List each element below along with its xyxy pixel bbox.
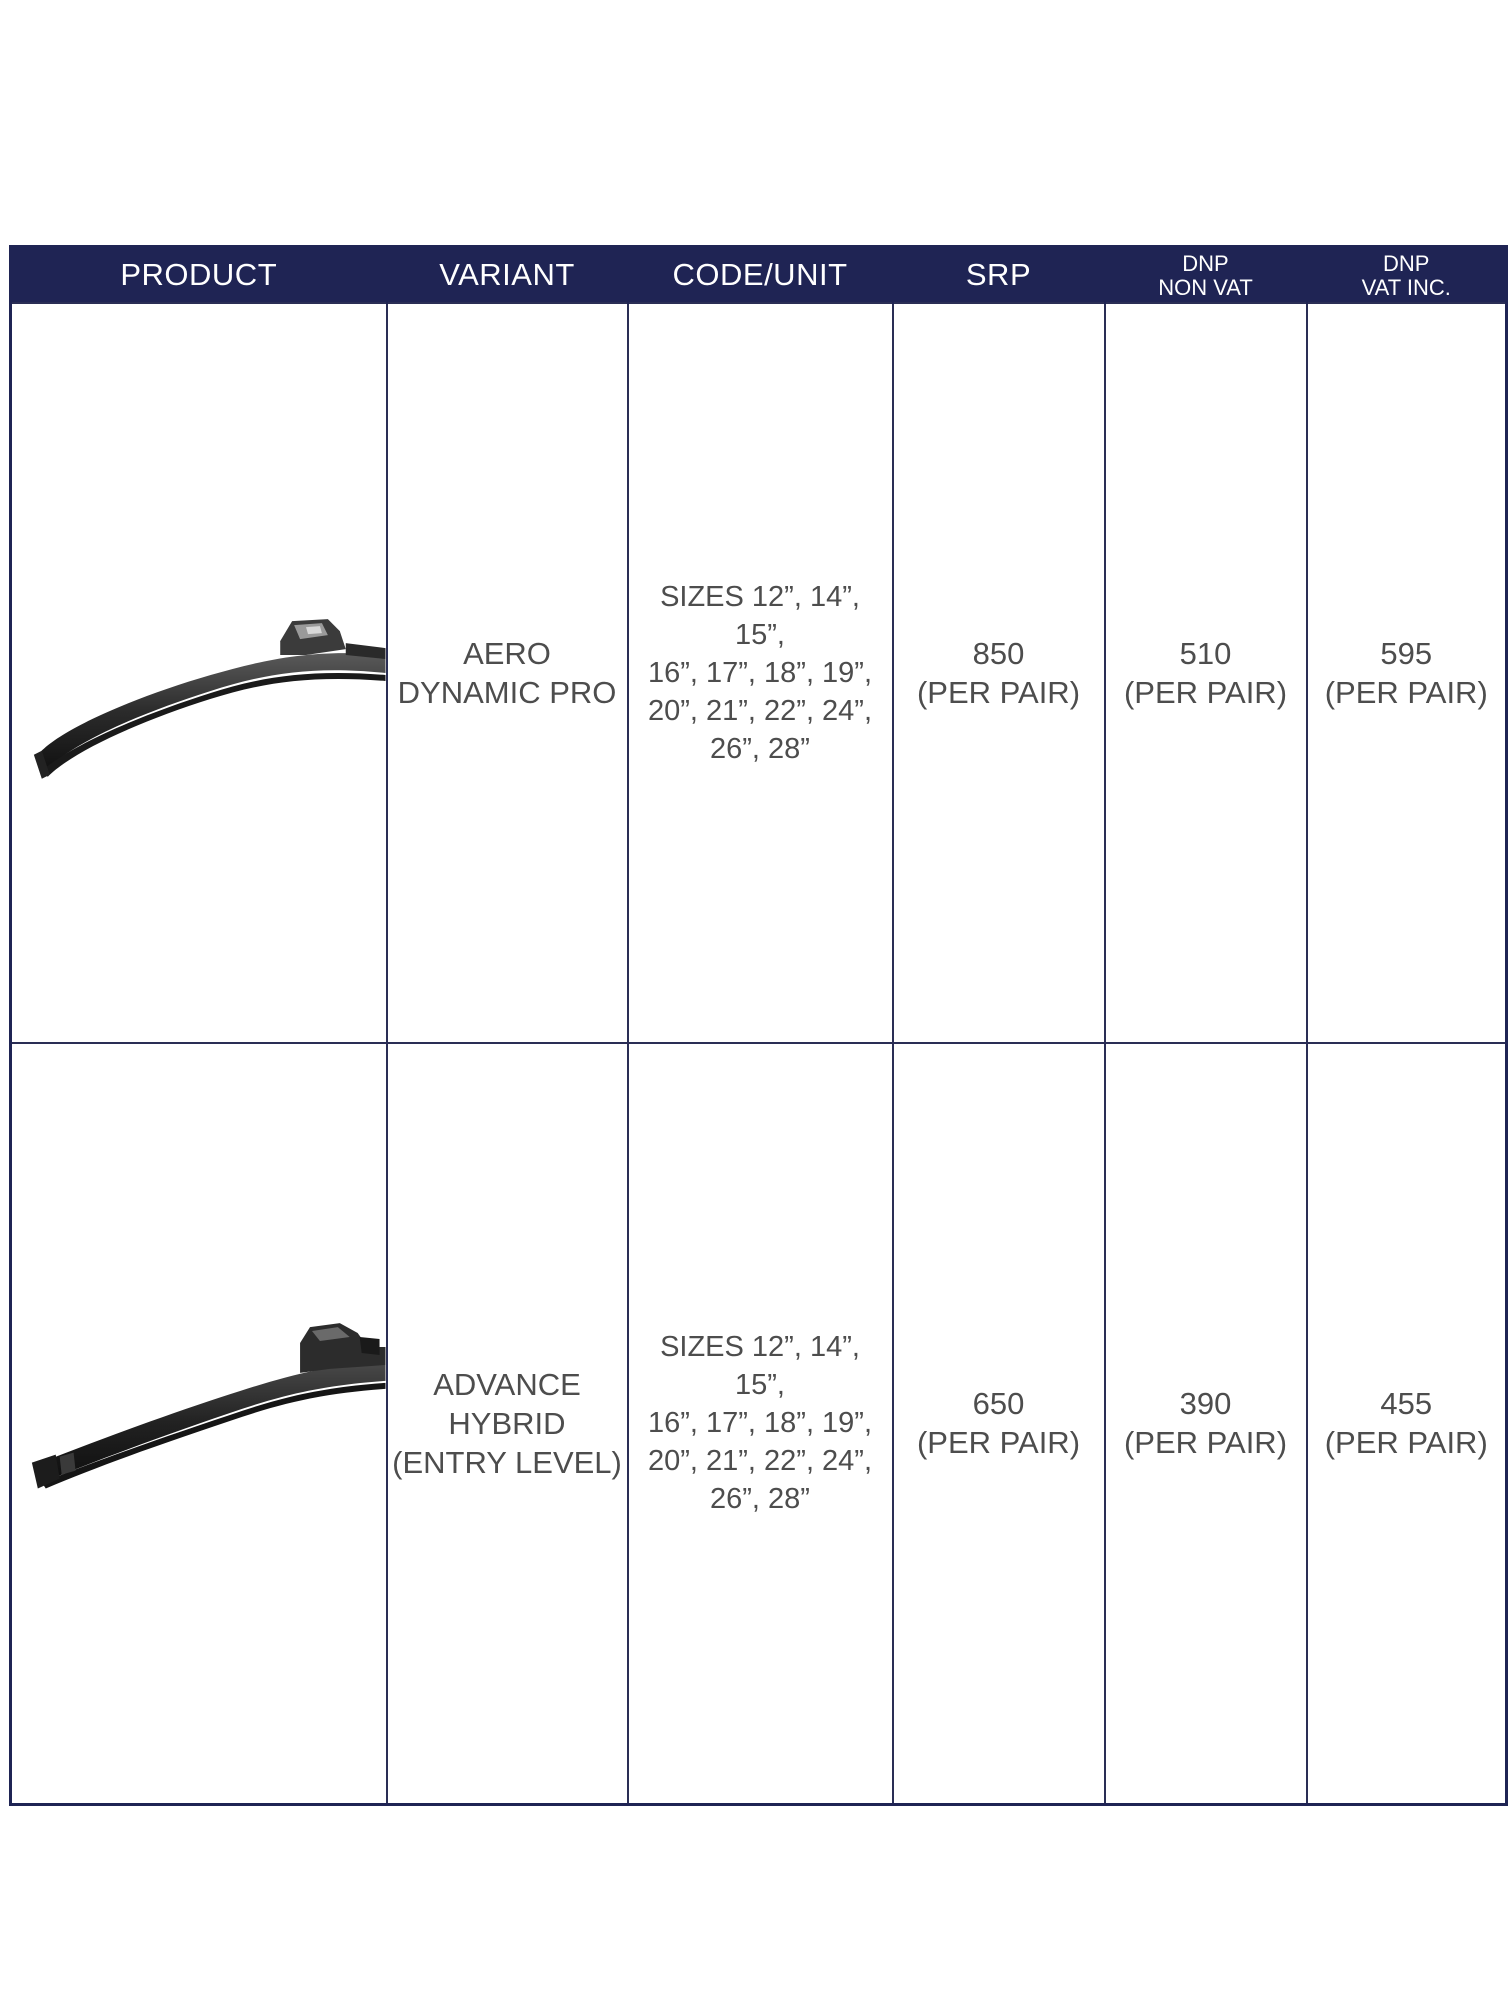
variant-cell [387, 1043, 628, 1805]
header-dnp-vat-line2: VAT INC. [1361, 274, 1451, 300]
dnp-non-vat-value: 510 [1179, 635, 1232, 671]
code-line: 26”, 28” [710, 1483, 810, 1516]
dnp-vat-cell [1307, 303, 1507, 1043]
srp-unit: (PER PAIR) [916, 674, 1081, 710]
header-dnp-vat-line1: DNP [1383, 250, 1430, 276]
dnp-vat-value: 455 [1380, 1386, 1433, 1422]
code-line: 16”, 17”, 18”, 19”, [647, 1407, 873, 1440]
code-line: 26”, 28” [710, 732, 810, 765]
code-unit-cell [628, 303, 893, 1043]
code-line: 20”, 21”, 22”, 24”, [647, 694, 873, 727]
code-line: SIZES 12”, 14”, 15”, [660, 580, 860, 651]
wiper-blade-aero-icon [12, 304, 386, 1042]
dnp-vat-value: 595 [1380, 635, 1433, 671]
dnp-non-vat-unit: (PER PAIR) [1123, 674, 1288, 710]
product-image-cell [11, 1043, 387, 1805]
variant-cell [387, 303, 628, 1043]
variant-line: ADVANCE [433, 1366, 581, 1402]
table-header [11, 247, 1507, 303]
variant-line: DYNAMIC PRO [397, 674, 617, 710]
srp-unit: (PER PAIR) [916, 1425, 1081, 1461]
dnp-non-vat-value: 390 [1179, 1386, 1232, 1422]
dnp-vat-unit: (PER PAIR) [1324, 674, 1488, 710]
table-row [11, 1043, 1507, 1805]
header-srp: SRP [893, 247, 1105, 303]
srp-value: 850 [972, 635, 1025, 671]
dnp-vat-unit: (PER PAIR) [1324, 1425, 1488, 1461]
header-code-unit: CODE/UNIT [628, 247, 893, 303]
dnp-non-vat-cell [1105, 303, 1307, 1043]
dnp-non-vat-unit: (PER PAIR) [1123, 1425, 1288, 1461]
variant-line: HYBRID [448, 1405, 566, 1441]
code-unit-cell [628, 1043, 893, 1805]
price-table [9, 245, 1508, 1806]
header-variant: VARIANT [387, 247, 628, 303]
product-image-cell [11, 303, 387, 1043]
variant-line: AERO [463, 635, 551, 671]
srp-cell [893, 303, 1105, 1043]
header-dnp-non-vat-line2: NON VAT [1158, 274, 1253, 300]
dnp-vat-cell [1307, 1043, 1507, 1805]
header-row [11, 247, 1507, 303]
header-product: PRODUCT [11, 247, 387, 303]
dnp-non-vat-cell [1105, 1043, 1307, 1805]
wiper-blade-hybrid-icon [12, 1044, 386, 1804]
header-dnp-non-vat-line1: DNP [1182, 250, 1229, 276]
header-dnp-vat-inc [1307, 247, 1507, 303]
srp-cell [893, 1043, 1105, 1805]
code-line: SIZES 12”, 14”, 15”, [660, 1331, 860, 1402]
code-line: 16”, 17”, 18”, 19”, [647, 656, 873, 689]
srp-value: 650 [972, 1386, 1025, 1422]
variant-line: (ENTRY LEVEL) [392, 1444, 622, 1480]
code-line: 20”, 21”, 22”, 24”, [647, 1445, 873, 1478]
table-row [11, 303, 1507, 1043]
header-dnp-non-vat [1105, 247, 1307, 303]
